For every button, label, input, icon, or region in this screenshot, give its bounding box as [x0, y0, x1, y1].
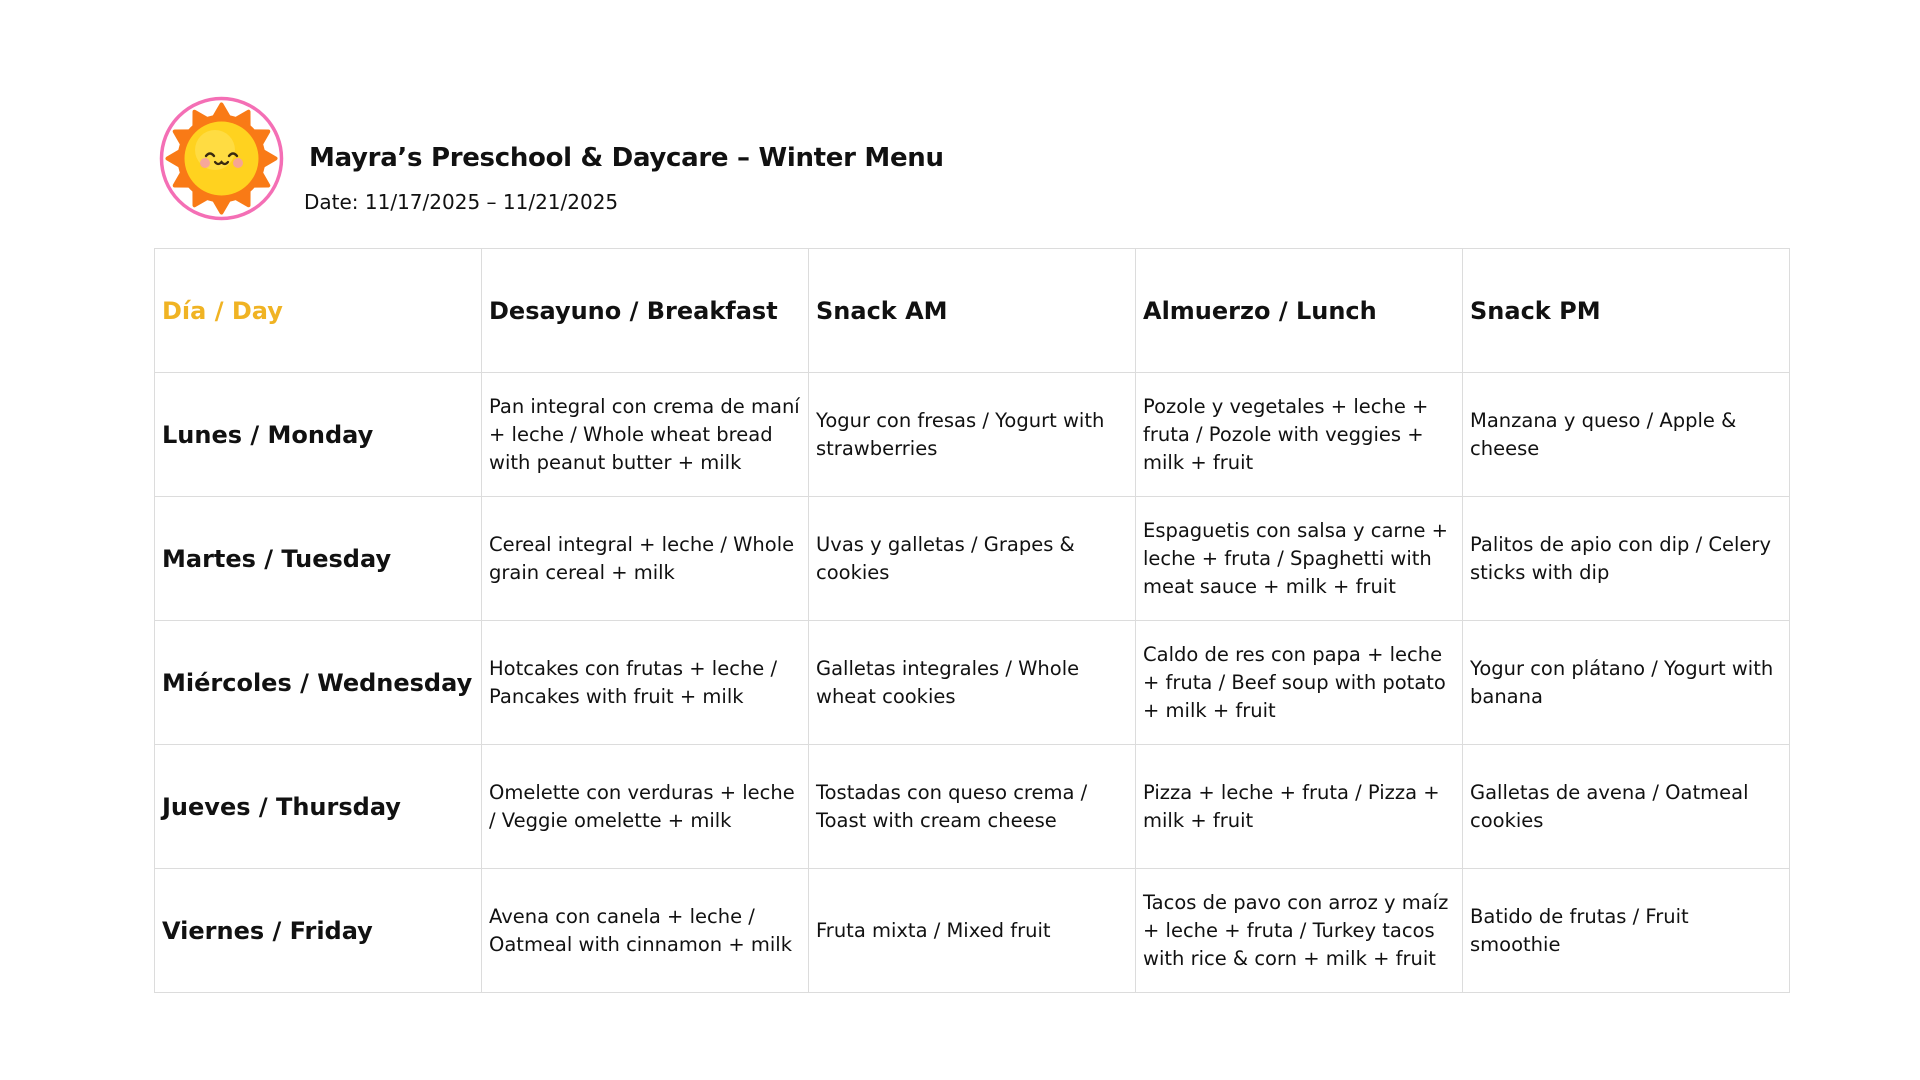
day-cell: Martes / Tuesday [155, 497, 482, 621]
column-header-day: Día / Day [155, 249, 482, 373]
breakfast-cell: Avena con canela + leche / Oatmeal with cinnamon + milk [482, 869, 809, 993]
snack-am-cell: Fruta mixta / Mixed fruit [809, 869, 1136, 993]
lunch-cell: Pizza + leche + fruta / Pizza + milk + fruit [1136, 745, 1463, 869]
column-header-snack-pm: Snack PM [1463, 249, 1790, 373]
table-row [155, 621, 1790, 745]
day-cell: Miércoles / Wednesday [155, 621, 482, 745]
table-row [155, 745, 1790, 869]
snack-am-cell: Galletas integrales / Whole wheat cookies [809, 621, 1136, 745]
column-header-snack-am: Snack AM [809, 249, 1136, 373]
breakfast-cell: Cereal integral + leche / Whole grain cereal + milk [482, 497, 809, 621]
day-cell: Viernes / Friday [155, 869, 482, 993]
column-header-lunch: Almuerzo / Lunch [1136, 249, 1463, 373]
weekly-menu-table [154, 248, 1790, 993]
table-header-row [155, 249, 1790, 373]
breakfast-cell: Hotcakes con frutas + leche / Pancakes with fruit + milk [482, 621, 809, 745]
lunch-cell: Caldo de res con papa + leche + fruta / Beef soup with potato + milk + fruit [1136, 621, 1463, 745]
snack-pm-cell: Manzana y queso / Apple & cheese [1463, 373, 1790, 497]
day-cell: Jueves / Thursday [155, 745, 482, 869]
lunch-cell: Espaguetis con salsa y carne + leche + fruta / Spaghetti with meat sauce + milk + fruit [1136, 497, 1463, 621]
page-title: Mayra’s Preschool & Daycare – Winter Menu [309, 143, 944, 173]
breakfast-cell: Omelette con verduras + leche / Veggie omelette + milk [482, 745, 809, 869]
column-header-breakfast: Desayuno / Breakfast [482, 249, 809, 373]
snack-am-cell: Tostadas con queso crema / Toast with cream cheese [809, 745, 1136, 869]
snack-am-cell: Uvas y galletas / Grapes & cookies [809, 497, 1136, 621]
lunch-cell: Tacos de pavo con arroz y maíz + leche + fruta / Turkey tacos with rice & corn + milk + fruit [1136, 869, 1463, 993]
snack-pm-cell: Yogur con plátano / Yogurt with banana [1463, 621, 1790, 745]
snack-pm-cell: Palitos de apio con dip / Celery sticks with dip [1463, 497, 1790, 621]
lunch-cell: Pozole y vegetales + leche + fruta / Pozole with veggies + milk + fruit [1136, 373, 1463, 497]
table-row [155, 869, 1790, 993]
table-row [155, 373, 1790, 497]
date-range: Date: 11/17/2025 – 11/21/2025 [304, 190, 619, 214]
snack-pm-cell: Batido de frutas / Fruit smoothie [1463, 869, 1790, 993]
day-cell: Lunes / Monday [155, 373, 482, 497]
breakfast-cell: Pan integral con crema de maní + leche / Whole wheat bread with peanut butter + milk [482, 373, 809, 497]
snack-pm-cell: Galletas de avena / Oatmeal cookies [1463, 745, 1790, 869]
smiling-sun-icon [159, 96, 284, 221]
snack-am-cell: Yogur con fresas / Yogurt with strawberries [809, 373, 1136, 497]
table-row [155, 497, 1790, 621]
